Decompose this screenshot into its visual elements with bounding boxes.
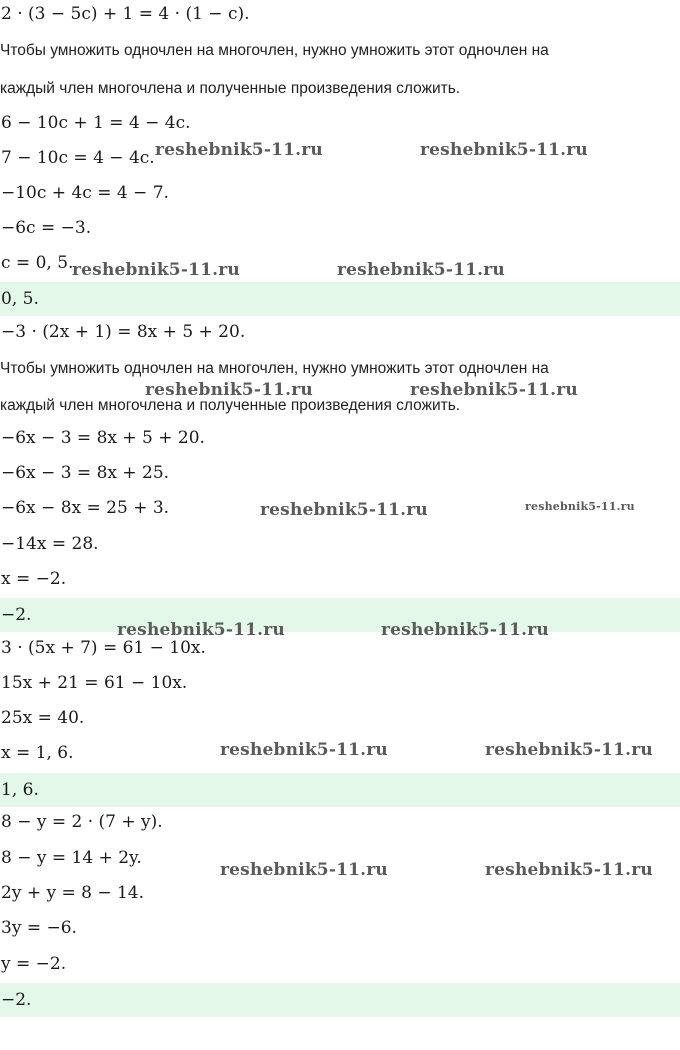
equation-line: y = −2. — [1, 954, 67, 974]
answer-box: 0, 5. — [0, 282, 680, 316]
equation-line: −6c = −3. — [1, 218, 92, 238]
watermark: reshebnik5-11.ru — [410, 380, 578, 400]
equation-line: −3 · (2x + 1) = 8x + 5 + 20. — [1, 322, 246, 342]
equation-line: 2y + y = 8 − 14. — [1, 883, 145, 903]
watermark: reshebnik5-11.ru — [117, 620, 285, 640]
watermark: reshebnik5-11.ru — [525, 500, 635, 513]
rule-text: Чтобы умножить одночлен на многочлен, нужно умножить этот одночлен на — [0, 360, 549, 377]
equation-line: −6x − 8x = 25 + 3. — [1, 498, 170, 518]
equation-line: −6x − 3 = 8x + 5 + 20. — [1, 428, 205, 448]
equation-line: −10c + 4c = 4 − 7. — [1, 183, 169, 203]
equation-line: c = 0, 5. — [1, 253, 74, 273]
equation-line: 3 · (5x + 7) = 61 − 10x. — [1, 638, 206, 658]
equation-line: x = 1, 6. — [1, 743, 74, 763]
equation-line: 8 − y = 14 + 2y. — [1, 848, 142, 868]
watermark: reshebnik5-11.ru — [420, 140, 588, 160]
equation-line: 3y = −6. — [1, 918, 77, 938]
watermark: reshebnik5-11.ru — [485, 740, 653, 760]
answer-box: −2. — [0, 598, 680, 632]
watermark: reshebnik5-11.ru — [145, 380, 313, 400]
equation-line: 15x + 21 = 61 − 10x. — [1, 673, 188, 693]
equation-line: x = −2. — [1, 569, 67, 589]
watermark: reshebnik5-11.ru — [220, 740, 388, 760]
rule-text: Чтобы умножить одночлен на многочлен, нужно умножить этот одночлен на — [0, 42, 549, 59]
answer-box: −2. — [0, 983, 680, 1017]
rule-text: каждый член многочлена и полученные произведения сложить. — [0, 397, 461, 414]
equation-line: 6 − 10c + 1 = 4 − 4c. — [1, 113, 191, 133]
answer-box: 1, 6. — [0, 773, 680, 807]
watermark: reshebnik5-11.ru — [220, 860, 388, 880]
equation-line: −6x − 3 = 8x + 25. — [1, 463, 170, 483]
rule-text: каждый член многочлена и полученные произведения сложить. — [0, 80, 461, 97]
watermark: reshebnik5-11.ru — [381, 620, 549, 640]
equation-line: 2 · (3 − 5c) + 1 = 4 · (1 − c). — [1, 4, 250, 24]
watermark: reshebnik5-11.ru — [72, 260, 240, 280]
equation-line: 7 − 10c = 4 − 4c. — [1, 148, 155, 168]
watermark: reshebnik5-11.ru — [260, 500, 428, 520]
watermark: reshebnik5-11.ru — [155, 140, 323, 160]
watermark: reshebnik5-11.ru — [485, 860, 653, 880]
equation-line: 25x = 40. — [1, 708, 85, 728]
equation-line: 8 − y = 2 · (7 + y). — [1, 812, 163, 832]
watermark: reshebnik5-11.ru — [337, 260, 505, 280]
equation-line: −14x = 28. — [1, 534, 99, 554]
